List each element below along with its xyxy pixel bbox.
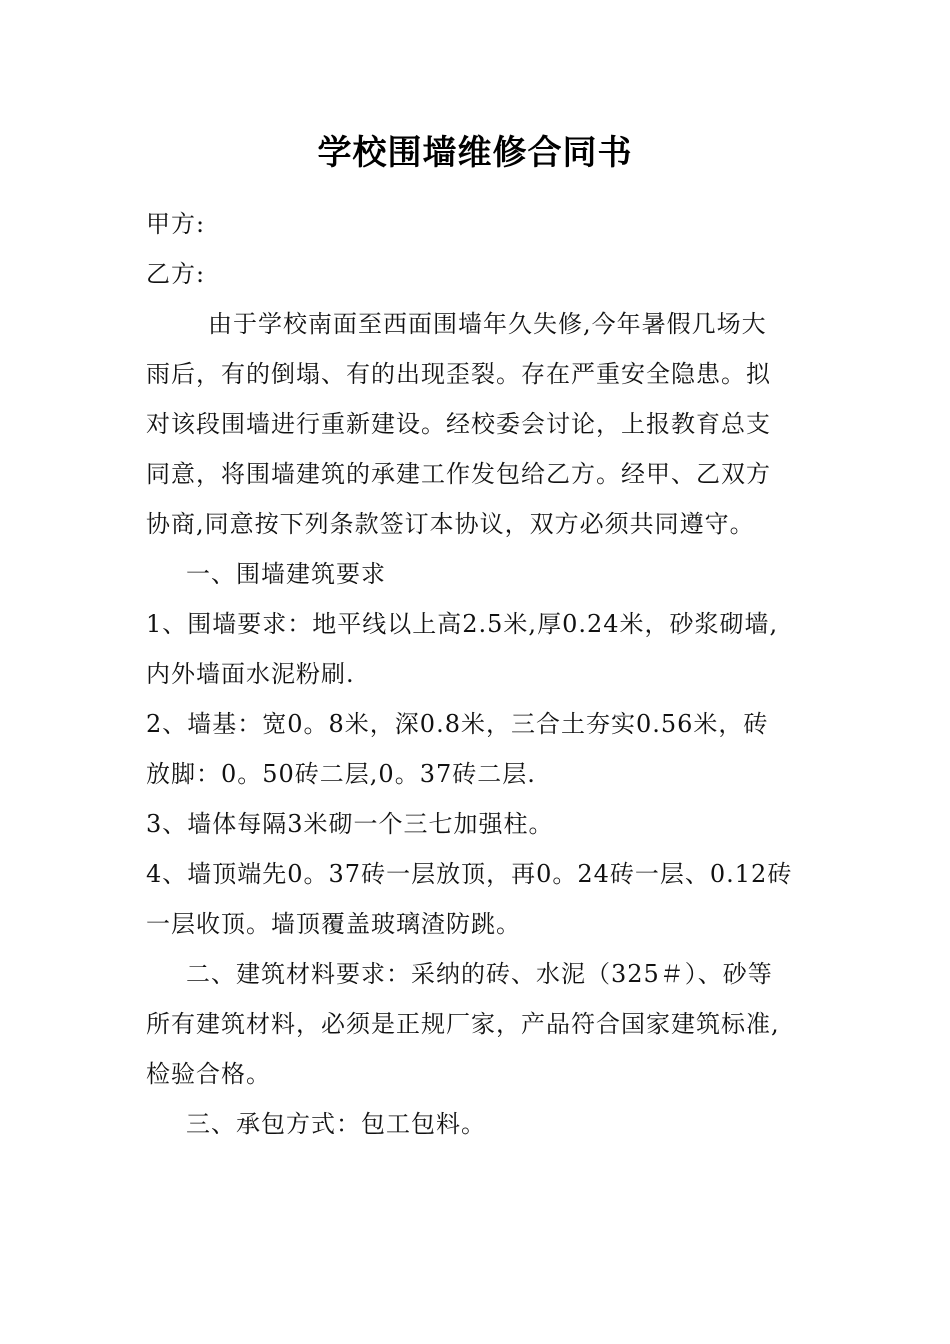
clause-line: 2、墙基：宽0。8米，深0.8米，三合土夯实0.56米，砖 — [146, 710, 769, 738]
section-heading: 二、建筑材料要求：采纳的砖、水泥（325＃）、砂等 — [186, 960, 773, 988]
clause-line: 一层收顶。墙顶覆盖玻璃渣防跳。 — [146, 910, 521, 938]
paragraph-line: 由于学校南面至西面围墙年久失修,今年暑假几场大 — [208, 310, 767, 338]
paragraph-line: 协商,同意按下列条款签订本协议，双方必须共同遵守。 — [146, 510, 755, 538]
clause-line: 放脚：0。50砖二层,0。37砖二层. — [146, 760, 536, 788]
paragraph-line: 同意，将围墙建筑的承建工作发包给乙方。经甲、乙双方 — [146, 460, 771, 488]
clause-line: 1、围墙要求：地平线以上高2.5米,厚0.24米，砂浆砌墙, — [146, 610, 779, 638]
section-heading: 三、承包方式：包工包料。 — [186, 1110, 486, 1138]
clause-line: 所有建筑材料，必须是正规厂家，产品符合国家建筑标准, — [146, 1010, 780, 1038]
party-b-line: 乙方: — [146, 260, 206, 288]
clause-line: 内外墙面水泥粉刷. — [146, 660, 355, 688]
party-a-line: 甲方: — [146, 210, 206, 238]
section-heading: 一、围墙建筑要求 — [186, 560, 386, 588]
document-title: 学校围墙维修合同书 — [317, 133, 633, 173]
document-body — [146, 199, 806, 1149]
clause-line: 检验合格。 — [146, 1060, 271, 1088]
paragraph-line: 雨后，有的倒塌、有的出现歪裂。存在严重安全隐患。拟 — [146, 360, 771, 388]
clause-line: 4、墙顶端先0。37砖一层放顶，再0。24砖一层、0.12砖 — [146, 860, 793, 888]
clause-line: 3、墙体每隔3米砌一个三七加强柱。 — [146, 810, 554, 838]
paragraph-line: 对该段围墙进行重新建设。经校委会讨论，上报教育总支 — [146, 410, 771, 438]
